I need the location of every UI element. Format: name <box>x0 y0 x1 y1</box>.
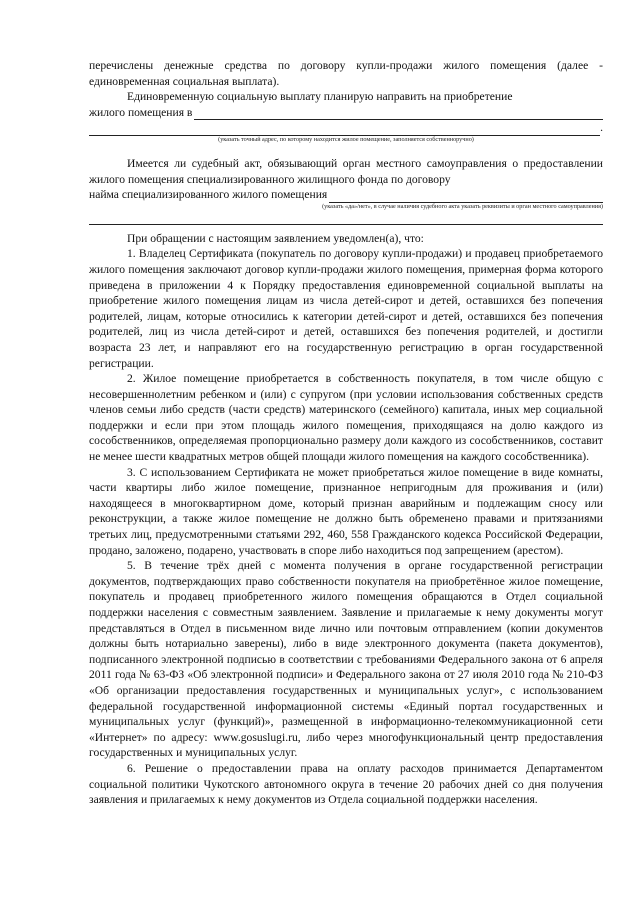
plan-label-2: жилого помещения в <box>89 105 193 119</box>
address-input-line[interactable] <box>194 107 603 120</box>
address-field-row <box>89 105 603 121</box>
court-note: (указать «да»/нет», в случае наличия судебного акта указать реквизиты и орган местного самоуправления) <box>322 202 603 210</box>
plan-label: Единовременную социальную выплату планирую направить на приобретение <box>127 90 513 104</box>
intro-line-2: единовременная социальная выплата). <box>89 74 280 88</box>
notice-item-1: 1. Владелец Сертификата (покупатель по договору купли-продажи) и продавец приобретаемого жилого помещения заключают договор купли-продажи жилого помещения, примерная форма которого приведена в приложении 4 к Порядку предоставления единовременной социальной выплаты на приобретение жилого помещения лицам из числа детей-сирот и детей, оставшихся без попечения родителей, лицам, которые относились к категории детей-сирот и детей, оставшихся без попечения родителей, лиц из числа детей-сирот и детей, оставшихся без попечения родителей, и достигли возраста 23 лет, и направляют его на государственную регистрацию в орган государственной регистрации. <box>89 247 603 370</box>
court-input-line[interactable] <box>329 190 603 203</box>
document-page <box>89 58 603 808</box>
intro-line-1: перечислены денежные средства по договору купли-продажи жилого помещения (далее - <box>89 59 603 72</box>
court-input-line-2[interactable] <box>89 211 603 225</box>
court-question: Имеется ли судебный акт, обязывающий орган местного самоуправления о предоставлении жилого помещения специализированного жилищного фонда по договору <box>89 156 603 186</box>
intro-text <box>89 58 603 89</box>
period-mark: . <box>600 121 603 135</box>
notice-item-3: 3. С использованием Сертификата не может приобретаться жилое помещение в виде комнаты, части квартиры либо жилое помещение, признанное непригодным для проживания и (или) находящееся в многоквартирном доме, который признан аварийным и подлежащим сносу или реконструкции, а также жилое помещение не должно быть обременено правами и притязаниями третьих лиц, предусмотренными статьями 292, 460, 558 Гражданского кодекса Российской Федерации, продано, заложено, подарено, участвовать в споре либо находиться под запрещением (арестом). <box>89 465 603 557</box>
notice-intro: При обращении с настоящим заявлением уведомлен(а), что: <box>127 231 424 245</box>
notice-item-2: 2. Жилое помещение приобретается в собственность покупателя, в том числе общую с несовершеннолетним ребенком и (или) с супругом (при условии использования собственных средств членов семьи либо средств (части средств) материнского (семейного) капитала, иных мер социальной поддержки и если при этом площадь жилого помещения, приходящаяся на долю каждого из сособственников, определяемая пропорционально размеру доли каждого из сособственников, составит не менее шести квадратных метров общей площади жилого помещения на каждого сособственника). <box>89 372 603 464</box>
notice-item-5: 5. В течение трёх дней с момента получения в органе государственной регистрации документов, подтверждающих право собственности покупателя на приобретённое жилое помещение, покупатель и продавец приобретенного жилого помещения обращаются в Отдел социальной поддержки населения с совместным заявлением. Заявление и прилагаемые к нему документы могут представляться в Отдел в письменном виде лично или почтовым отправлением (копии документов должны быть нотариально заверены), либо в виде электронного документа (пакета документов), подписанного электронной подписью в соответствии с требованиями Федерального закона от 6 апреля 2011 года № 63-ФЗ «Об электронной подписи» и Федерального закона от 27 июля 2010 года № 210-ФЗ «Об организации предоставления государственных и муниципальных услуг», с использованием федеральной государственной информационной системы «Единый портал государственных и муниципальных услуг (функций)», размещенной в информационно-телекоммуникационной сети «Интернет» по адресу: www.gosuslugi.ru, либо через многофункциональный центр предоставления государственных и муниципальных услуг. <box>89 559 603 760</box>
address-note: (указать точный адрес, по которому находится жилое помещение, заполняется собственноручно) <box>218 135 474 143</box>
notice-item-6: 6. Решение о предоставлении права на оплату расходов принимается Департаментом социальной политики Чукотского автономного округа в течение 20 рабочих дней со дня получения заявления и прилагаемых к нему документов из Отдела социальной поддержки населения. <box>89 761 603 807</box>
address-field-row-2 <box>89 120 603 136</box>
court-question-tail: найма специализированного жилого помещения <box>89 188 328 202</box>
spacer <box>89 144 603 156</box>
address-input-line-2[interactable] <box>89 123 600 136</box>
court-field-row <box>89 187 603 203</box>
